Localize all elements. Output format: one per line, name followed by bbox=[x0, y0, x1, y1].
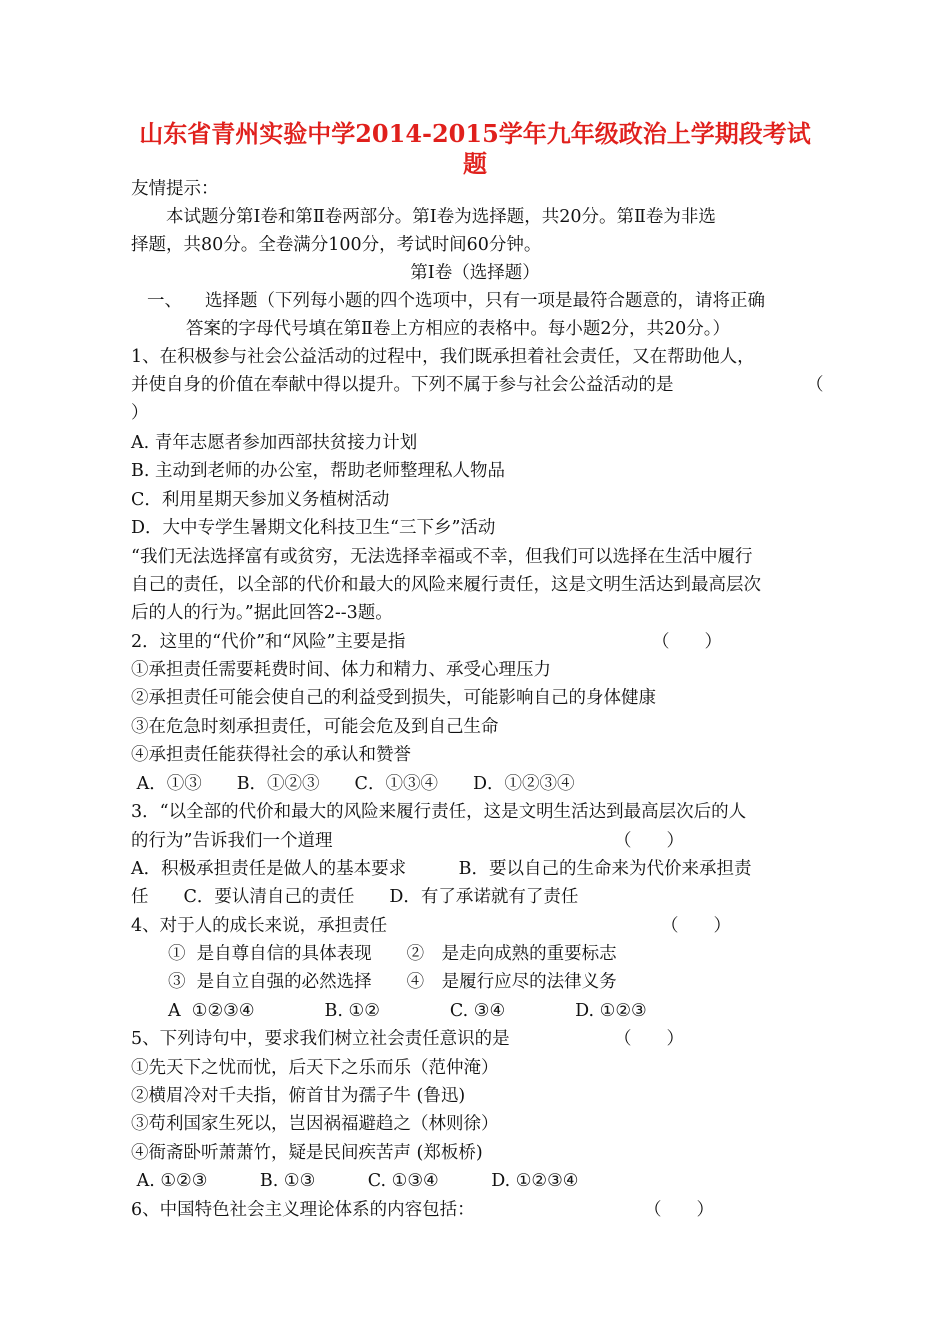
quote-line-3: 后的人的行为。”据此回答2--3题。 bbox=[131, 603, 393, 623]
exam-title-line-2: 题 bbox=[463, 149, 487, 178]
q2-stem: 2．这里的“代价”和“风险”主要是指 bbox=[131, 632, 406, 652]
tip-label: 友情提示： bbox=[131, 179, 219, 199]
q4-item-row-1: ① 是自尊自信的具体表现 ② 是走向成熟的重要标志 bbox=[168, 944, 617, 964]
q1-option-d: D．大中专学生暑期文化科技卫生“三下乡”活动 bbox=[131, 518, 496, 538]
exam-title-line-1: 山东省青州实验中学2014-2015学年九年级政治上学期段考试 bbox=[139, 119, 811, 148]
q6-stem: 6、中国特色社会主义理论体系的内容包括： bbox=[131, 1200, 475, 1220]
q5-item-1: ①先天下之忧而忧，后天下之乐而乐（范仲淹） bbox=[131, 1058, 499, 1078]
q5-item-2: ②横眉冷对千夫指，俯首甘为孺子牛 (鲁迅) bbox=[131, 1086, 466, 1106]
q2-item-2: ②承担责任可能会使自己的利益受到损失，可能影响自己的身体健康 bbox=[131, 688, 656, 708]
q5-stem: 5、下列诗句中，要求我们树立社会责任意识的是 bbox=[131, 1029, 510, 1049]
intro-line-1: 本试题分第Ⅰ卷和第Ⅱ卷两部分。第Ⅰ卷为选择题，共20分。第Ⅱ卷为非选 bbox=[166, 207, 716, 227]
q3-options-line-2: 任 C．要认清自己的责任 D．有了承诺就有了责任 bbox=[131, 887, 579, 907]
intro-line-2: 择题，共80分。全卷满分100分，考试时间60分钟。 bbox=[131, 235, 542, 255]
q1-answer-paren-close: ） bbox=[131, 403, 149, 423]
q3-options-line-1: A．积极承担责任是做人的基本要求 B．要以自己的生命来为代价来承担责 bbox=[131, 859, 752, 879]
q1-option-c: C．利用星期天参加义务植树活动 bbox=[131, 490, 390, 510]
q5-item-4: ④衙斋卧听萧萧竹，疑是民间疾苦声 (郑板桥) bbox=[131, 1143, 483, 1163]
quote-line-1: “我们无法选择富有或贫穷，无法选择幸福或不幸，但我们可以选择在生活中履行 bbox=[131, 547, 753, 567]
q4-answer-paren: （ ） bbox=[661, 916, 731, 936]
q1-answer-paren-open: （ bbox=[806, 375, 824, 395]
q2-item-1: ①承担责任需要耗费时间、体力和精力、承受心理压力 bbox=[131, 660, 551, 680]
part-one-instructions-line-2: 答案的字母代号填在第Ⅱ卷上方相应的表格中。每小题2分，共20分。） bbox=[186, 319, 731, 339]
q2-answer-paren: （ ） bbox=[652, 632, 722, 652]
q2-item-4: ④承担责任能获得社会的承认和赞誉 bbox=[131, 745, 411, 765]
q5-options: A. ①②③ B. ①③ C. ①③④ D. ①②③④ bbox=[131, 1171, 579, 1191]
part-one-number: 一、 bbox=[147, 291, 182, 311]
q3-answer-paren: （ ） bbox=[614, 831, 684, 851]
q2-item-3: ③在危急时刻承担责任，可能会危及到自己生命 bbox=[131, 717, 499, 737]
q1-option-b: B. 主动到老师的办公室，帮助老师整理私人物品 bbox=[131, 461, 505, 481]
q1-stem-line-1: 1、在积极参与社会公益活动的过程中，我们既承担着社会责任，又在帮助他人， bbox=[131, 347, 755, 367]
q3-stem-line-2: 的行为”告诉我们一个道理 bbox=[131, 831, 333, 851]
quote-line-2: 自己的责任，以全部的代价和最大的风险来履行责任，这是文明生活达到最高层次 bbox=[131, 575, 761, 595]
q1-option-a: A. 青年志愿者参加西部扶贫接力计划 bbox=[131, 433, 418, 453]
q5-answer-paren: （ ） bbox=[614, 1029, 684, 1049]
q4-stem: 4、对于人的成长来说，承担责任 bbox=[131, 916, 388, 936]
q2-options: A．①③ B．①②③ C．①③④ D．①②③④ bbox=[131, 774, 575, 794]
section-title: 第Ⅰ卷（选择题） bbox=[410, 263, 540, 283]
q4-options: A ①②③④ B. ①② C. ③④ D. ①②③ bbox=[168, 1001, 647, 1021]
q1-stem-line-2: 并使自身的价值在奉献中得以提升。下列不属于参与社会公益活动的是 bbox=[131, 375, 674, 395]
q4-item-row-2: ③ 是自立自强的必然选择 ④ 是履行应尽的法律义务 bbox=[168, 972, 617, 992]
part-one-instructions-line-1: 选择题（下列每小题的四个选项中，只有一项是最符合题意的，请将正确 bbox=[205, 291, 765, 311]
q6-answer-paren: （ ） bbox=[644, 1200, 714, 1220]
q3-stem-line-1: 3．“以全部的代价和最大的风险来履行责任，这是文明生活达到最高层次后的人 bbox=[131, 802, 747, 822]
q5-item-3: ③苟利国家生死以，岂因祸福避趋之（林则徐） bbox=[131, 1114, 499, 1134]
